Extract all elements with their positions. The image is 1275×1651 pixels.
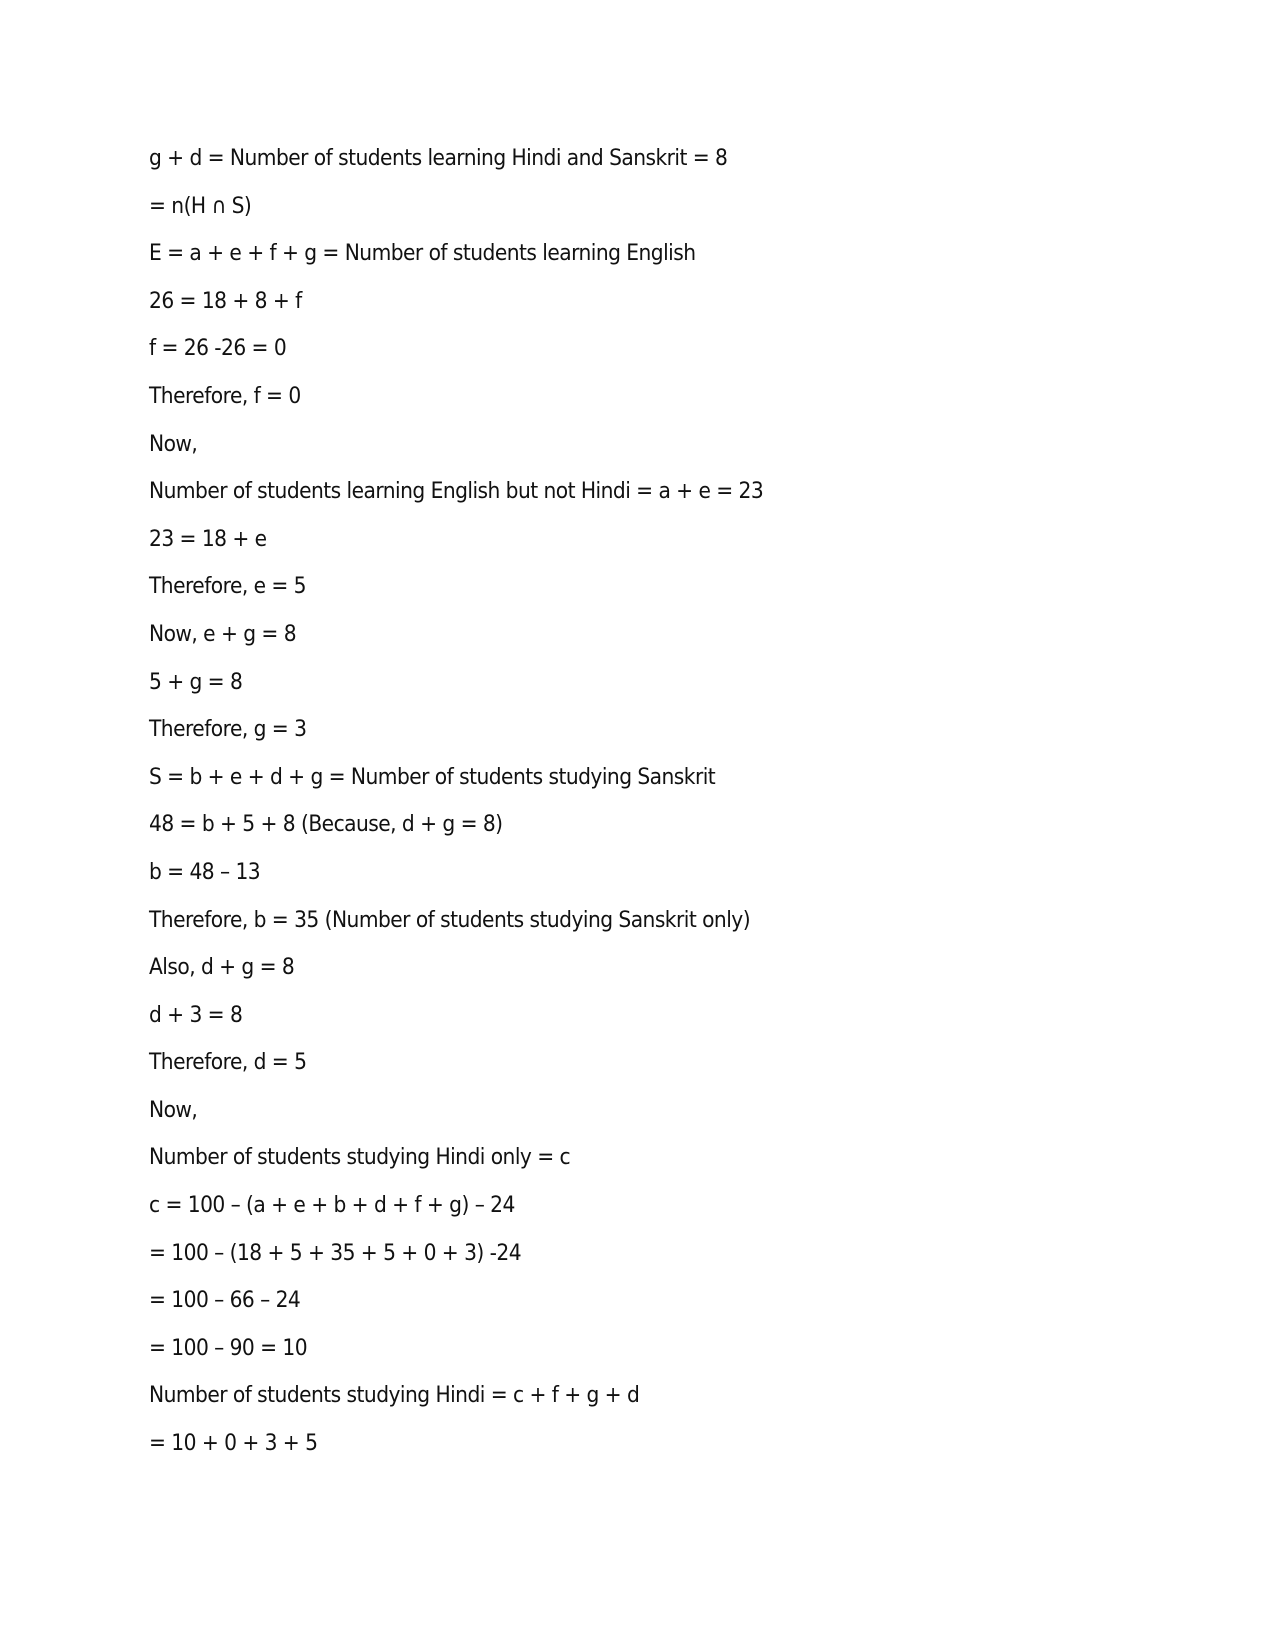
- text-line: Now,: [149, 1097, 198, 1123]
- equation-line: S = b + e + d + g = Number of students studying Sanskrit: [149, 764, 716, 790]
- equation-line: Also, d + g = 8: [149, 955, 295, 981]
- equation-line: b = 48 – 13: [149, 859, 261, 885]
- equation-line: 48 = b + 5 + 8 (Because, d + g = 8): [149, 812, 503, 838]
- equation-line: 23 = 18 + e: [149, 526, 267, 552]
- equation-line: Now, e + g = 8: [149, 621, 297, 647]
- equation-line: Therefore, g = 3: [149, 717, 307, 743]
- equation-line: E = a + e + f + g = Number of students learning English: [149, 241, 696, 267]
- equation-line: = 100 – 66 – 24: [149, 1288, 301, 1314]
- equation-line: 5 + g = 8: [149, 669, 243, 695]
- equation-line: Therefore, f = 0: [149, 383, 301, 409]
- equation-line: = 10 + 0 + 3 + 5: [149, 1431, 318, 1457]
- equation-line: Therefore, b = 35 (Number of students studying Sanskrit only): [149, 907, 751, 933]
- solution-text: [149, 145, 1149, 1478]
- equation-line: = 100 – 90 = 10: [149, 1335, 308, 1361]
- equation-line: d + 3 = 8: [149, 1002, 243, 1028]
- equation-line: Therefore, d = 5: [149, 1050, 307, 1076]
- equation-line: = 100 – (18 + 5 + 35 + 5 + 0 + 3) -24: [149, 1240, 522, 1266]
- equation-line: Number of students studying Hindi = c + f + g + d: [149, 1383, 640, 1409]
- equation-line: f = 26 -26 = 0: [149, 336, 287, 362]
- equation-line: = n(H ∩ S): [149, 193, 252, 219]
- text-line: Now,: [149, 431, 198, 457]
- equation-line: Number of students learning English but not Hindi = a + e = 23: [149, 479, 764, 505]
- equation-line: 26 = 18 + 8 + f: [149, 288, 302, 314]
- equation-line: Therefore, e = 5: [149, 574, 307, 600]
- equation-line: Number of students studying Hindi only = c: [149, 1145, 571, 1171]
- equation-line: c = 100 – (a + e + b + d + f + g) – 24: [149, 1193, 515, 1219]
- equation-line: g + d = Number of students learning Hindi and Sanskrit = 8: [149, 146, 728, 171]
